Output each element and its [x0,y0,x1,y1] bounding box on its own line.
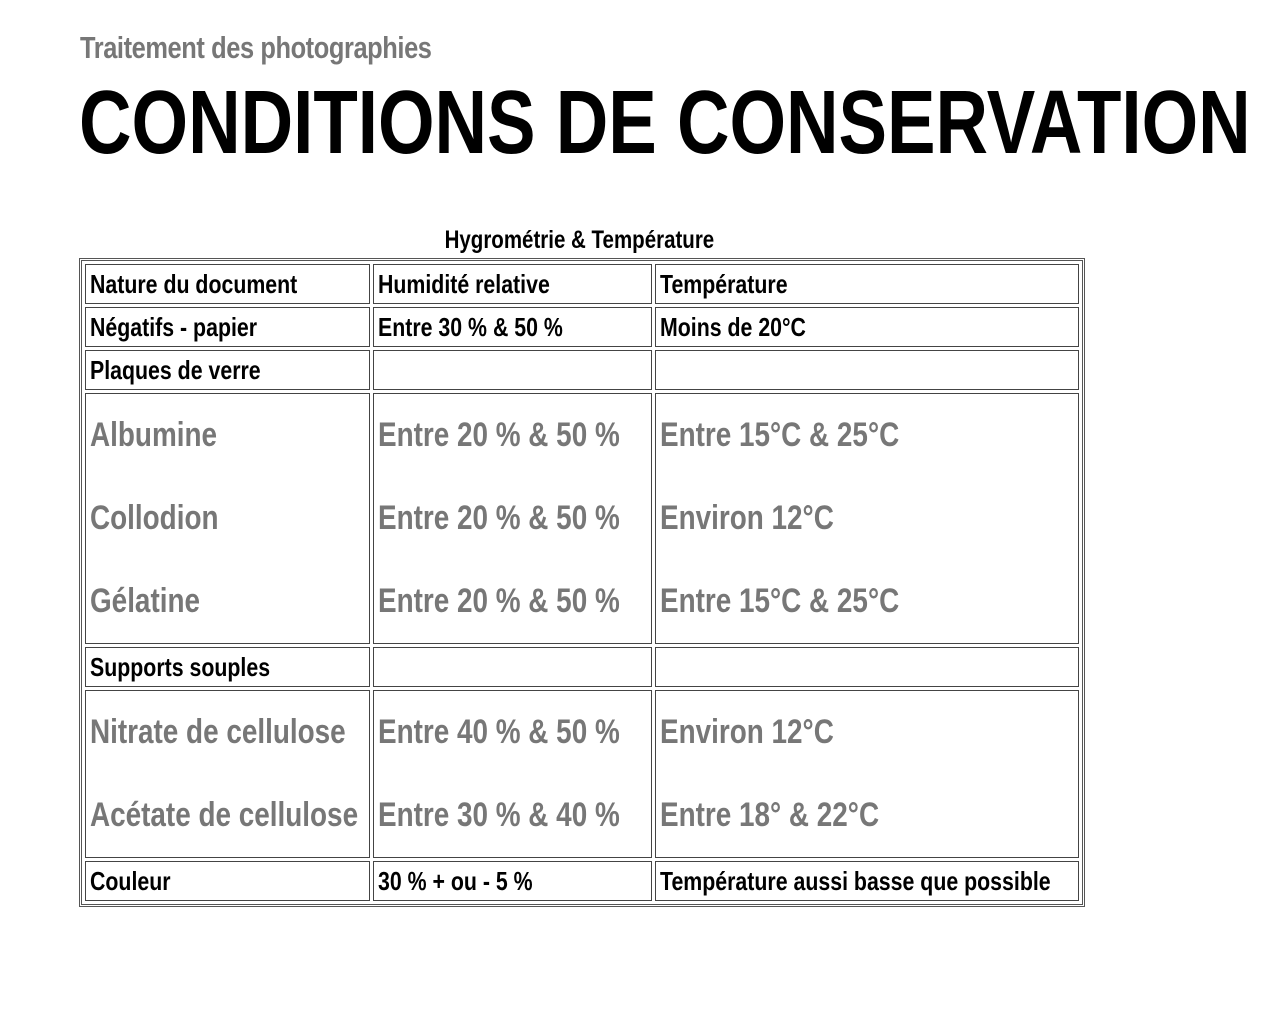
material-name: Nitrate de cellulose [90,713,346,751]
humidity-value: Entre 20 % & 50 % [378,416,620,454]
table-row [85,307,1079,347]
temperature-value: Entre 18° & 22°C [660,796,880,834]
table-cell [373,690,652,858]
table-cell: Entre 30 % & 50 % [373,307,652,347]
table-cell [373,647,652,687]
table-cell [373,393,652,644]
humidity-value: Entre 30 % & 40 % [378,796,620,834]
table-cell [373,350,652,390]
conservation-table [79,258,1085,907]
material-name: Acétate de cellulose [90,796,359,834]
humidity-value: Entre 20 % & 50 % [378,582,620,620]
temperature-value: Environ 12°C [660,499,834,537]
section-row [85,647,1079,687]
material-name: Gélatine [90,582,201,620]
table-cell [655,393,1079,644]
table-cell: Moins de 20°C [655,307,1079,347]
page-title: CONDITIONS DE CONSERVATION [79,73,1251,173]
material-name: Collodion [90,499,219,537]
table-cell [85,393,370,644]
material-name: Albumine [90,416,218,454]
header-cell: Nature du document [85,264,370,304]
table-cell: Négatifs - papier [85,307,370,347]
header-cell: Humidité relative [373,264,652,304]
table-row [85,690,1079,858]
section-label: Plaques de verre [85,350,370,390]
table-cell [85,690,370,858]
table-cell [655,647,1079,687]
table-cell: Couleur [85,861,370,901]
temperature-value: Entre 15°C & 25°C [660,416,900,454]
page-subtitle: Traitement des photographies [80,30,432,65]
table-row [85,393,1079,644]
humidity-value: Entre 40 % & 50 % [378,713,620,751]
table-cell: 30 % + ou - 5 % [373,861,652,901]
header-cell: Température [655,264,1079,304]
table-cell [655,350,1079,390]
table-row [85,861,1079,901]
section-row [85,350,1079,390]
section-label: Supports souples [85,647,370,687]
table-header-row [85,264,1079,304]
table-cell [655,690,1079,858]
humidity-value: Entre 20 % & 50 % [378,499,620,537]
temperature-value: Entre 15°C & 25°C [660,582,900,620]
table-cell: Température aussi basse que possible [655,861,1079,901]
table-caption: Hygrométrie & Température [444,226,714,254]
temperature-value: Environ 12°C [660,713,834,751]
